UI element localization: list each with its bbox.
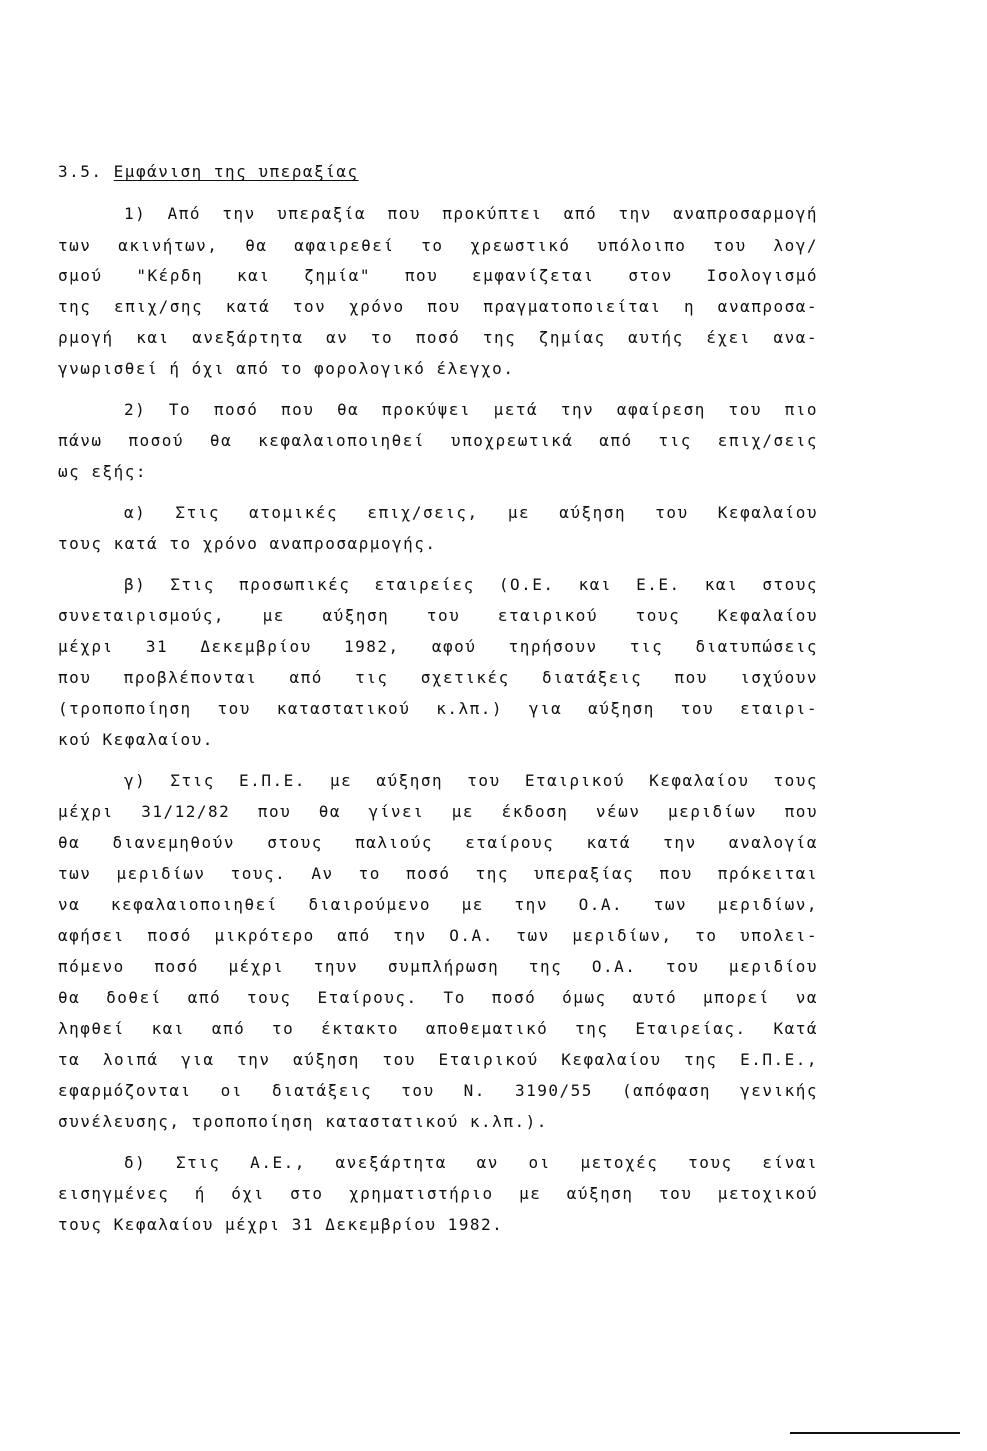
text-line: των ακινήτων, θα αφαιρεθεί το χρεωστικό υπόλοιπο του λογ/ [58,236,818,255]
text-line: πόμενο ποσό μέχρι τηυν συμπλήρωση της Ο.Α. του μεριδίου [58,957,818,976]
text-line: τα λοιπά για την αύξηση του Εταιρικού Κεφαλαίου της Ε.Π.Ε., [58,1050,818,1069]
text-line: μέχρι 31/12/82 που θα γίνει με έκδοση νέων μεριδίων που [58,802,818,821]
text-line: πάνω ποσού θα κεφαλαιοποιηθεί υποχρεωτικά από τις επιχ/σεις [58,431,818,450]
section-number: 3.5. [58,162,103,181]
text-line: θα διανεμηθούν στους παλιούς εταίρους κατά την αναλογία [58,833,818,852]
text-line: σμού "Κέρδη και ζημία" που εμφανίζεται στον Ισολογισμό [58,266,818,285]
text-line: θα δοθεί από τους Εταίρους. Το ποσό όμως αυτό μπορεί να [58,988,818,1007]
text-line: μέχρι 31 Δεκεμβρίου 1982, αφού τηρήσουν τις διατυπώσεις [58,637,818,656]
text-line: συνεταιρισμούς, με αύξηση του εταιρικού τους Κεφαλαίου [58,606,818,625]
section-title: Εμφάνιση της υπεραξίας [113,162,359,181]
text-line: συνέλευσης, τροποποίηση καταστατικού κ.λπ.). [58,1112,548,1131]
text-line: 2) Το ποσό που θα προκύψει μετά την αφαίρεση του πιο [124,400,818,419]
text-line: τους κατά το χρόνο αναπροσαρμογής. [58,534,437,553]
text-line: της επιχ/σης κατά τον χρόνο που πραγματοποιείται η αναπροσα- [58,297,818,316]
text-line: που προβλέπονται από τις σχετικές διατάξεις που ισχύουν [58,668,818,687]
text-line: (τροποποίηση του καταστατικού κ.λπ.) για αύξηση του εταιρι- [58,699,818,718]
text-line: ως εξής: [58,462,148,481]
text-line: β) Στις προσωπικές εταιρείες (Ο.Ε. και Ε.Ε. και στους [124,575,818,594]
text-line: ληφθεί και από το έκτακτο αποθεματικό της Εταιρείας. Κατά [58,1019,818,1038]
text-line: α) Στις ατομικές επιχ/σεις, με αύξηση του Κεφαλαίου [124,503,818,522]
text-line: κού Κεφαλαίου. [58,730,214,749]
text-line: των μεριδίων τους. Αν το ποσό της υπεραξίας που πρόκειται [58,864,818,883]
text-line: τους Κεφαλαίου μέχρι 31 Δεκεμβρίου 1982. [58,1215,504,1234]
section-heading [58,162,359,181]
text-line: ρμογή και ανεξάρτητα αν το ποσό της ζημίας αυτής έχει ανα- [58,328,818,347]
text-line: γνωρισθεί ή όχι από το φορολογικό έλεγχο. [58,359,515,378]
text-line: γ) Στις Ε.Π.Ε. με αύξηση του Εταιρικού Κεφαλαίου τους [124,771,818,790]
text-line: εισηγμένες ή όχι στο χρηματιστήριο με αύξηση του μετοχικού [58,1184,818,1203]
text-line: δ) Στις Α.Ε., ανεξάρτητα αν οι μετοχές τους είναι [124,1153,818,1172]
text-line: εφαρμόζονται οι διατάξεις του Ν. 3190/55 (απόφαση γενικής [58,1081,818,1100]
text-line: να κεφαλαιοποιηθεί διαιρούμενο με την Ο.Α. των μεριδίων, [58,895,818,914]
text-line: 1) Από την υπεραξία που προκύπτει από την αναπροσαρμογή [124,204,818,223]
footer-rule [790,1432,960,1434]
text-line: αφήσει ποσό μικρότερο από την Ο.Α. των μεριδίων, το υπολει- [58,926,818,945]
